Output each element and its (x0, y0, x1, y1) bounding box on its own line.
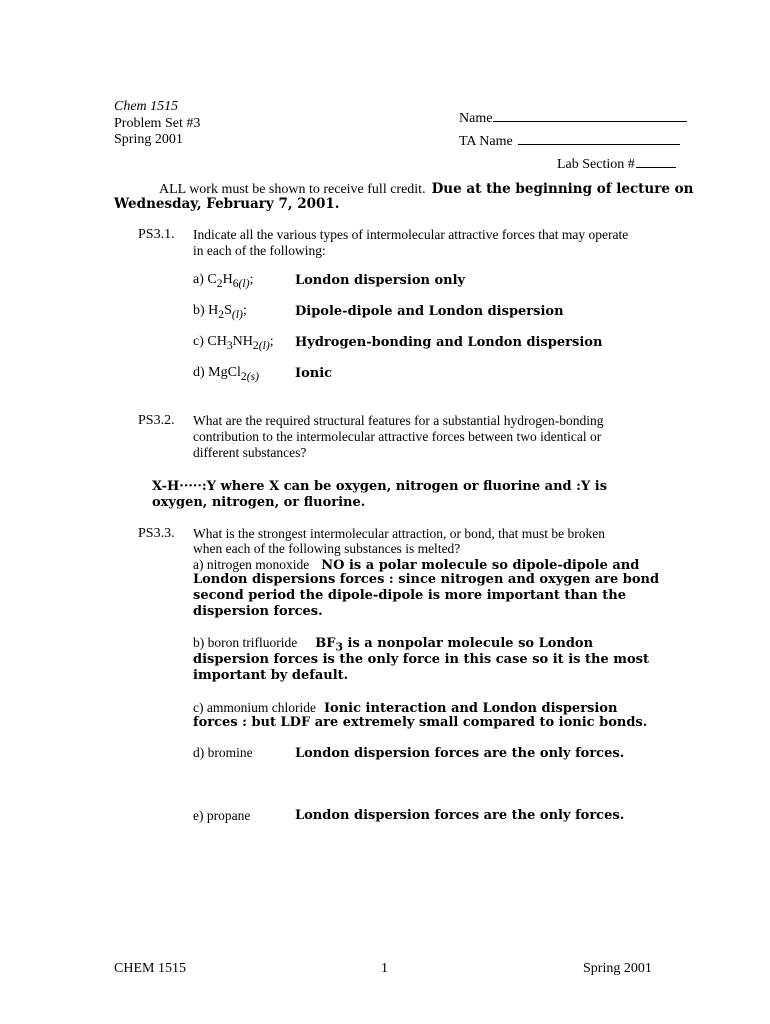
due-date-line-2: Wednesday, February 7, 2001. (114, 196, 340, 212)
due-date-text: Due at the beginning of lecture on (431, 181, 694, 197)
item-letter: c) (193, 334, 204, 349)
ps33-c-answer-line-2: forces : but LDF are extremely small compared to ionic bonds. (193, 715, 648, 730)
ps32-question-line-2: contribution to the intermolecular attractive forces between two identical or (193, 429, 602, 444)
lab-section-field (557, 155, 676, 173)
ps32-answer-line-1: X-H·····:Y where X can be oxygen, nitrogen or fluorine and :Y is (152, 479, 608, 494)
ps33-a-answer-line-3: second period the dipole-dipole is more important than the (193, 588, 627, 603)
ps31-question-line-1: Indicate all the various types of intermolecular attractive forces that may operate (193, 227, 629, 242)
item-letter: d) (193, 365, 205, 380)
chem-formula: $H_2S_{(l)}$; (208, 303, 247, 321)
ps31-answer-a: London dispersion only (295, 273, 466, 288)
ps31-number: PS3.1. (138, 227, 175, 242)
ps33-b-label: b) boron trifluoride (193, 635, 298, 650)
ps31-item-c (193, 334, 274, 354)
ps32-answer-line-2: oxygen, nitrogen, or fluorine. (152, 495, 366, 510)
problem-set-title: Problem Set #3 (114, 116, 201, 131)
ps33-number: PS3.3. (138, 526, 175, 541)
ps33-b-answer-line-2: dispersion forces is the only force in this case so it is the most (193, 652, 649, 667)
ps31-question-line-2: in each of the following: (193, 243, 326, 258)
term-label: Spring 2001 (114, 132, 183, 147)
ps31-item-d (193, 365, 259, 385)
lab-section-label: Lab Section # (557, 157, 635, 172)
name-blank (493, 109, 687, 122)
ps33-question-line-2: when each of the following substances is melted? (193, 541, 461, 556)
ps32-question-line-1: What are the required structural features for a substantial hydrogen-bonding (193, 413, 604, 428)
ta-name-blank (518, 132, 680, 145)
footer-course: CHEM 1515 (114, 961, 186, 976)
ps31-answer-d: Ionic (295, 366, 333, 381)
footer-term: Spring 2001 (583, 961, 652, 976)
ps33-c-label: c) ammonium chloride (193, 700, 316, 715)
ps33-question-line-1: What is the strongest intermolecular attraction, or bond, that must be broken (193, 526, 606, 541)
lab-section-blank (636, 155, 676, 168)
ta-name-label: TA Name (459, 134, 513, 149)
chem-formula: MgCl$_{2(s)}$ (208, 365, 259, 383)
instructions-text: ALL work must be shown to receive full credit. (159, 182, 426, 197)
ps31-item-b (193, 303, 247, 323)
ps33-a-answer-line-4: dispersion forces. (193, 604, 323, 619)
ps31-answer-b: Dipole-dipole and London dispersion (295, 304, 564, 319)
ps33-b-answer-line-3: important by default. (193, 668, 349, 683)
item-letter: a) (193, 272, 204, 287)
item-letter: b) (193, 303, 205, 318)
ps32-number: PS3.2. (138, 413, 175, 428)
ps33-a-label: a) nitrogen monoxide (193, 557, 310, 572)
name-label: Name (459, 111, 493, 126)
chem-formula: $CH_3NH_{2(l)}$; (207, 334, 274, 352)
name-field (459, 109, 687, 127)
ps33-a-answer-line-2: London dispersions forces : since nitrogen and oxygen are bond (193, 572, 660, 587)
ps33-e-answer: London dispersion forces are the only forces. (295, 808, 625, 823)
ps31-answer-c: Hydrogen-bonding and London dispersion (295, 335, 603, 350)
ps33-c-answer-line-1: Ionic interaction and London dispersion (323, 701, 618, 716)
footer-page-number: 1 (381, 961, 388, 976)
ps33-d-answer: London dispersion forces are the only forces. (295, 746, 625, 761)
ps32-question-line-3: different substances? (193, 445, 307, 460)
ps33-d-label: d) bromine (193, 745, 253, 760)
ps33-a-answer-line-1: NO is a polar molecule so dipole-dipole and (321, 558, 640, 573)
ps31-item-a (193, 272, 253, 292)
ta-name-field (459, 132, 680, 150)
chem-formula: $C_2H_{6(l)}$; (207, 272, 254, 290)
course-title: Chem 1515 (114, 99, 179, 114)
ps33-b-answer-line-1: $BF_3$ is a nonpolar molecule so London (315, 636, 594, 654)
ps33-e-label: e) propane (193, 808, 251, 823)
